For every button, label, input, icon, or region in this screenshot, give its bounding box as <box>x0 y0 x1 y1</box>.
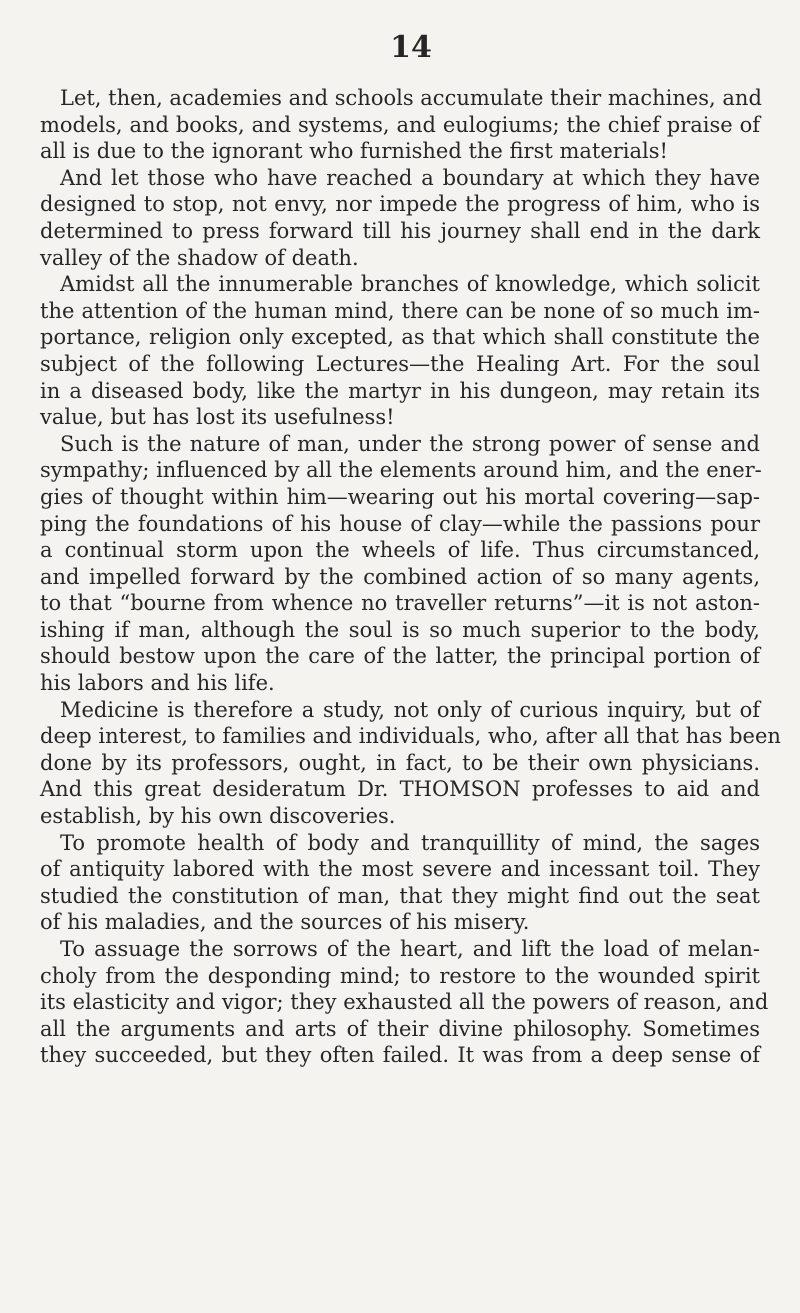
page-number: 14 <box>390 30 432 65</box>
text-line: And let those who have reached a boundary at which they have <box>60 165 760 190</box>
text-line: gies of thought within him—wearing out his mortal covering—sap- <box>40 484 760 509</box>
text-line: And this great desideratum Dr. THOMSON professes to aid and <box>40 777 760 802</box>
text-line: Let, then, academies and schools accumulate their machines, and <box>60 86 762 110</box>
text-line: to that “bourne from whence no traveller returns”—it is not aston- <box>40 591 760 616</box>
text-line: the attention of the human mind, there can be none of so much im- <box>40 298 760 323</box>
body-text <box>40 85 781 1069</box>
text-line: establish, by his own discoveries. <box>40 804 396 829</box>
paragraph-p1 <box>40 85 760 165</box>
text-line: a continual storm upon the wheels of life. Thus circumstanced, <box>40 538 760 563</box>
text-line: all is due to the ignorant who furnished the first materials! <box>40 139 668 164</box>
paragraph-p3 <box>40 271 760 431</box>
paragraph-p5 <box>40 697 781 830</box>
text-line: subject of the following Lectures—the Healing Art. For the soul <box>40 351 760 376</box>
text-line: To assuage the sorrows of the heart, and lift the load of melan- <box>60 937 760 961</box>
text-line: in a diseased body, like the martyr in his dungeon, may retain its <box>40 378 760 403</box>
text-line: value, but has lost its usefulness! <box>40 405 395 430</box>
text-line: models, and books, and systems, and eulogiums; the chief praise of <box>40 112 760 137</box>
text-line: Amidst all the innumerable branches of knowledge, which solicit <box>60 272 760 297</box>
text-line: ishing if man, although the soul is so much superior to the body, <box>40 617 760 642</box>
text-line: his labors and his life. <box>40 671 275 696</box>
text-line: all the arguments and arts of their divine philosophy. Sometimes <box>40 1016 760 1041</box>
paragraph-p7 <box>40 936 769 1069</box>
text-line: studied the constitution of man, that they might find out the seat <box>40 883 760 908</box>
text-line: ping the foundations of his house of clay—while the passions pour <box>40 511 760 536</box>
text-line: Such is the nature of man, under the strong power of sense and <box>60 431 760 456</box>
text-line: determined to press forward till his journey shall end in the dark <box>40 218 760 243</box>
text-line: its elasticity and vigor; they exhausted all the powers of reason, and <box>40 990 769 1015</box>
text-line: valley of the shadow of death. <box>40 245 359 270</box>
paragraph-p4 <box>40 431 760 697</box>
text-line: of antiquity labored with the most severe and incessant toil. They <box>40 857 760 882</box>
text-line: choly from the desponding mind; to restore to the wounded spirit <box>40 963 760 988</box>
text-line: portance, religion only excepted, as that which shall constitute the <box>40 325 760 350</box>
text-line: sympathy; influenced by all the elements around him, and the ener- <box>40 458 762 483</box>
text-line: deep interest, to families and individuals, who, after all that has been <box>40 724 781 749</box>
text-line: done by its professors, ought, in fact, to be their own physicians. <box>40 750 760 775</box>
text-line: To promote health of body and tranquillity of mind, the sages <box>60 830 760 855</box>
paragraph-p2 <box>40 165 760 271</box>
text-line: of his maladies, and the sources of his misery. <box>40 910 530 935</box>
text-line: should bestow upon the care of the latter, the principal portion of <box>40 644 760 669</box>
text-line: designed to stop, not envy, nor impede the progress of him, who is <box>40 192 760 217</box>
text-line: they succeeded, but they often failed. It was from a deep sense of <box>40 1043 760 1068</box>
paragraph-p6 <box>40 830 760 936</box>
text-line: and impelled forward by the combined action of so many agents, <box>40 564 760 589</box>
text-line: Medicine is therefore a study, not only of curious inquiry, but of <box>60 697 760 722</box>
